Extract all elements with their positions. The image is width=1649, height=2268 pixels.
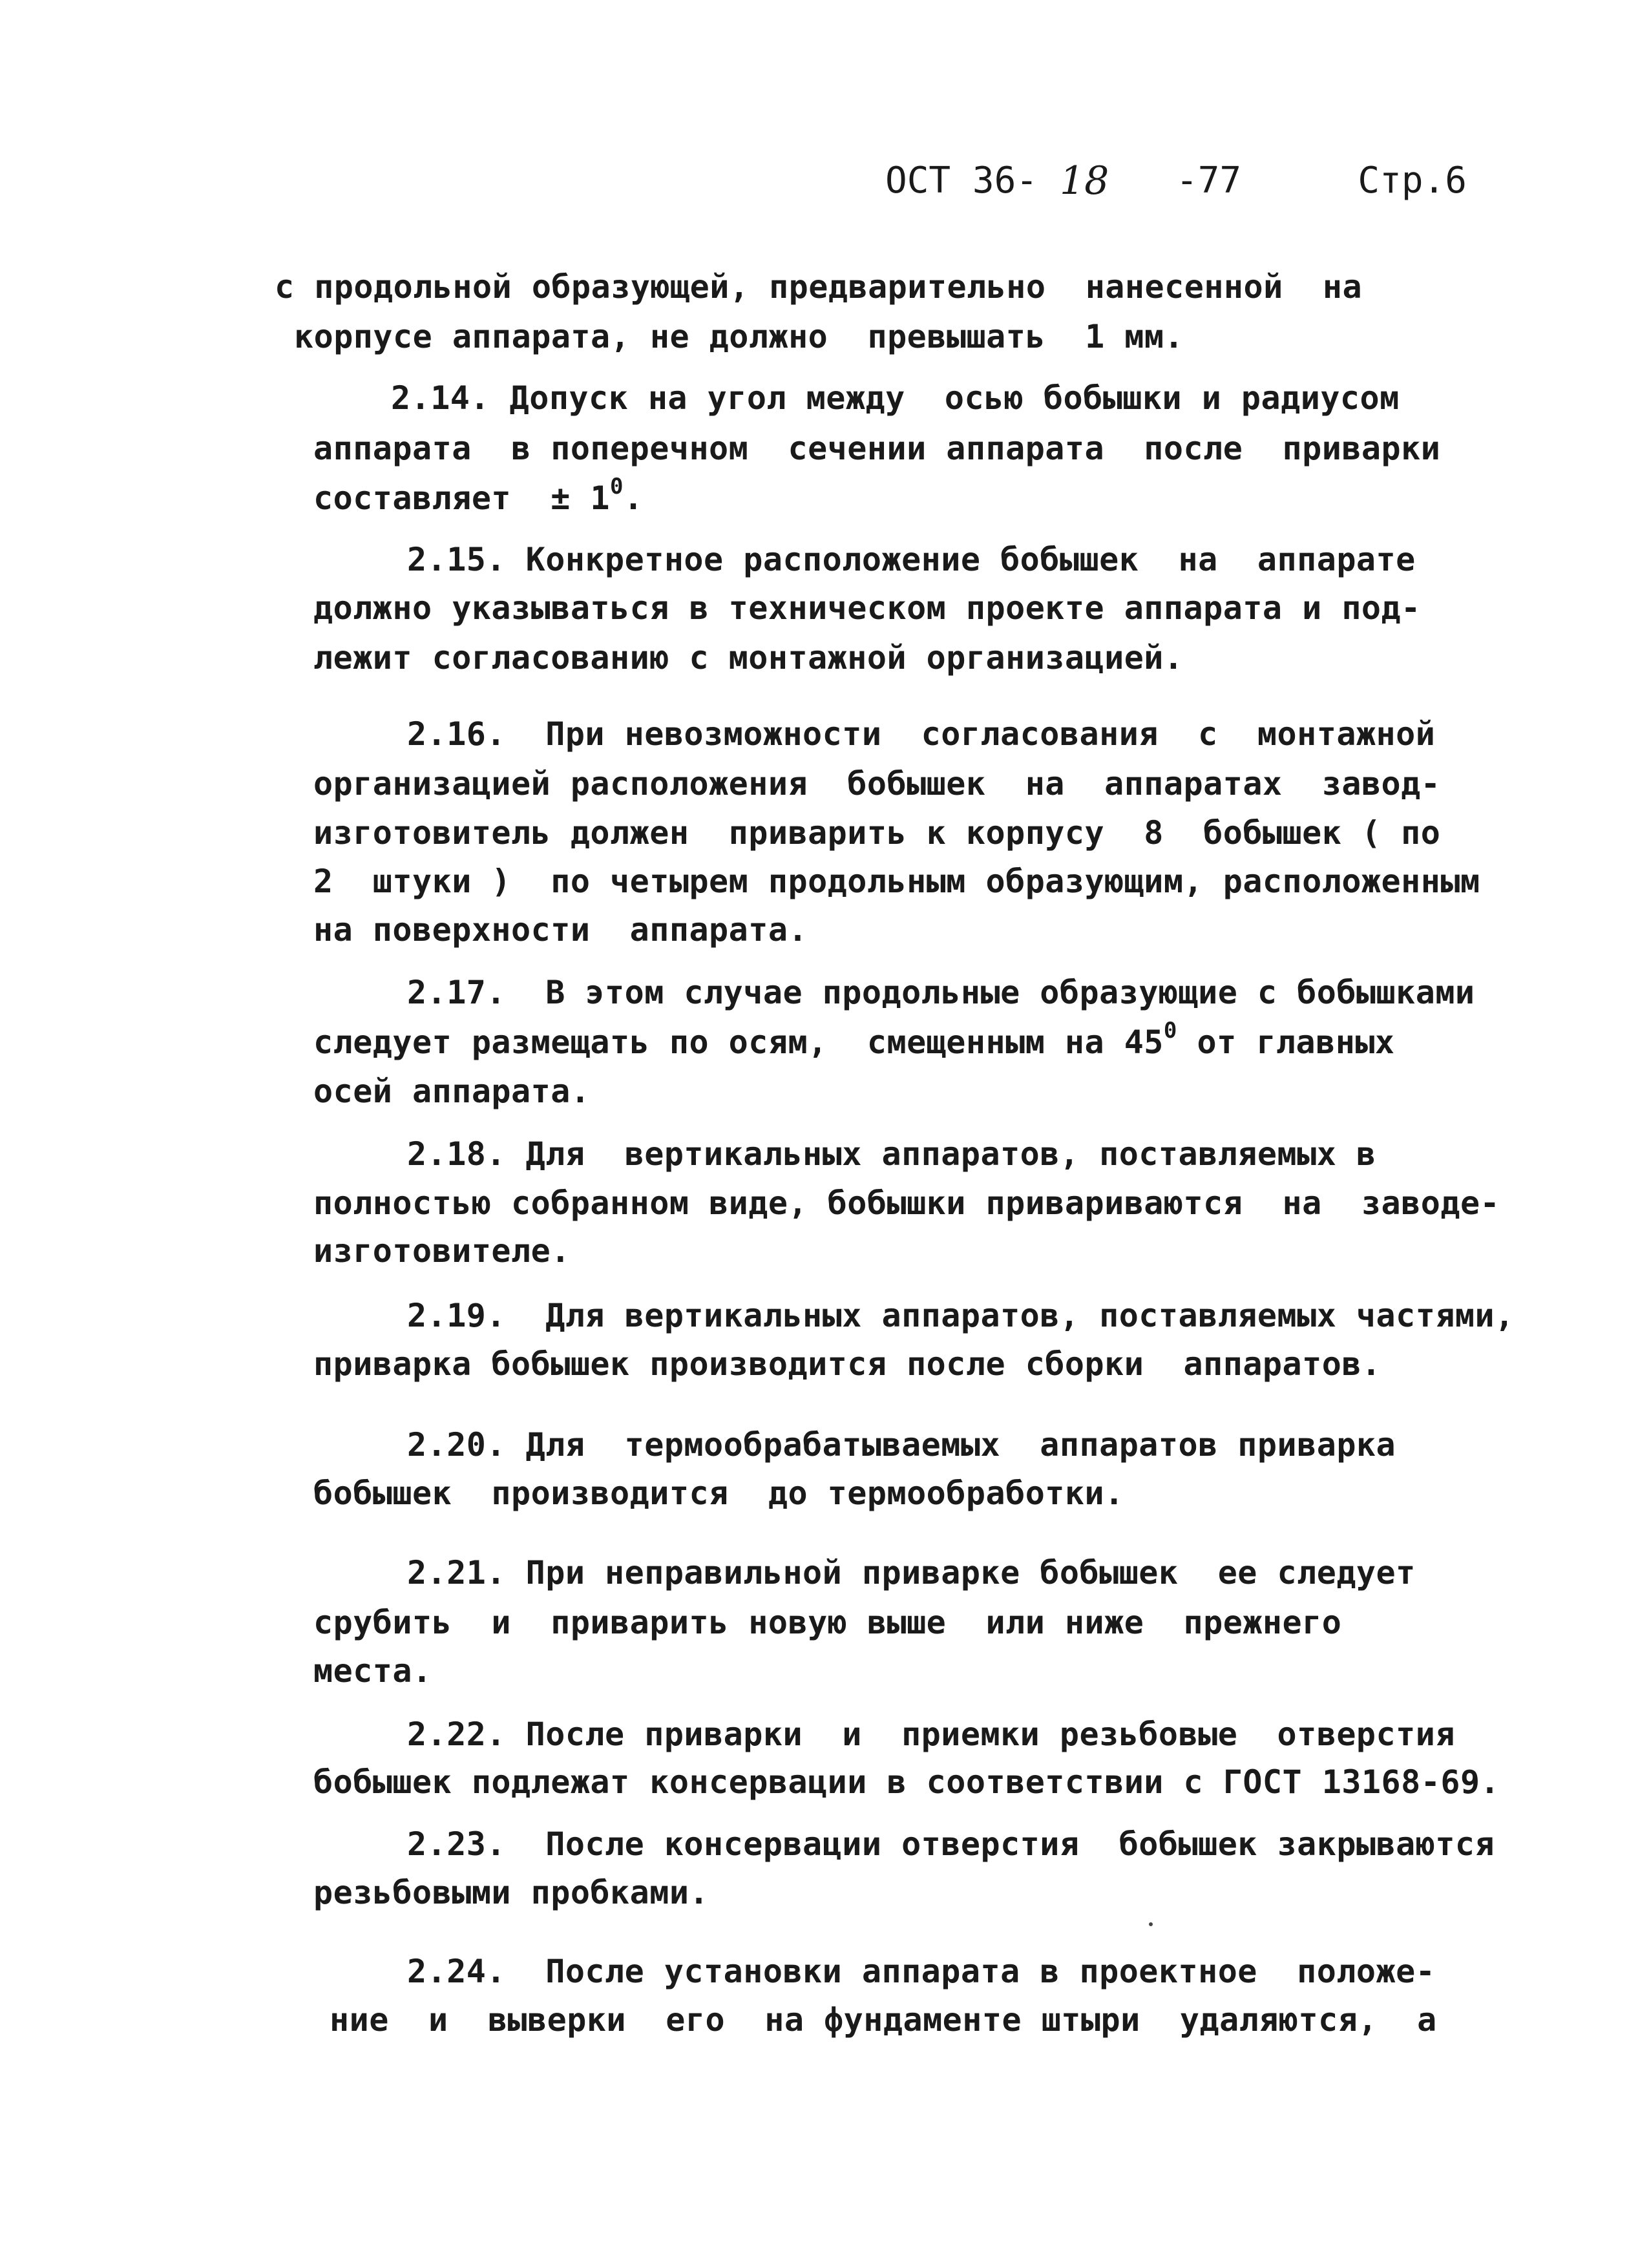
text-line: корпусе аппарата, не должно превышать 1 мм. — [294, 318, 1184, 355]
text-line: 2 штуки ) по четырем продольным образующим, расположенным — [313, 863, 1480, 900]
page-number: Стр.6 — [1358, 160, 1467, 202]
text-fragment: от главных — [1177, 1024, 1395, 1061]
text-line: лежит согласованию с монтажной организацией. — [313, 639, 1184, 677]
standard-code: ОСТ 36- — [885, 160, 1038, 202]
paragraph-2-23: 2.23. После консервации отверстия бобышек закрываются — [407, 1825, 1495, 1863]
paragraph-2-18: 2.18. Для вертикальных аппаратов, поставляемых в — [407, 1135, 1376, 1173]
text-line: ние и выверки его на фундаменте штыри удаляются, а — [330, 2001, 1437, 2039]
text-line: бобышек подлежат консервации в соответствии с ГОСТ 13168-69. — [313, 1763, 1500, 1801]
text-line: с продольной образующей, предварительно нанесенной на — [275, 268, 1363, 306]
superscript: 0 — [610, 474, 624, 499]
page-header — [885, 155, 1493, 207]
text-line: аппарата в поперечном сечении аппарата после приварки — [313, 430, 1441, 467]
text-fragment: . — [624, 479, 644, 517]
text-line: полностью собранном виде, бобышки привариваются на заводе- — [313, 1184, 1500, 1222]
text-fragment: следует размещать по осям, смещенным на 45 — [313, 1024, 1164, 1061]
paragraph-2-20: 2.20. Для термообрабатываемых аппаратов приварка — [407, 1426, 1396, 1464]
text-line: места. — [313, 1652, 432, 1690]
text-line: на поверхности аппарата. — [313, 911, 808, 949]
text-line — [313, 475, 644, 521]
text-line — [313, 1019, 1395, 1066]
paragraph-2-24: 2.24. После установки аппарата в проектное положе- — [407, 1953, 1436, 1990]
paragraph-2-17: 2.17. В этом случае продольные образующие с бобышками — [407, 974, 1475, 1011]
superscript: 0 — [1163, 1018, 1177, 1044]
paragraph-2-15: 2.15. Конкретное расположение бобышек на аппарате — [407, 541, 1416, 578]
paragraph-2-14: 2.14. Допуск на угол между осью бобышки и радиусом — [391, 379, 1400, 417]
text-fragment: составляет ± 1 — [313, 479, 611, 517]
scan-speck — [1149, 1922, 1153, 1926]
text-line: осей аппарата. — [313, 1073, 591, 1110]
paragraph-2-22: 2.22. После приварки и приемки резьбовые отверстия — [407, 1716, 1455, 1753]
paragraph-2-19: 2.19. Для вертикальных аппаратов, поставляемых частями, — [407, 1297, 1515, 1334]
text-line: изготовителе. — [313, 1232, 571, 1270]
paragraph-2-16: 2.16. При невозможности согласования с монтажной — [407, 715, 1436, 753]
paragraph-2-21: 2.21. При неправильной приварке бобышек ее следует — [407, 1554, 1416, 1591]
text-line: срубить и приварить новую выше или ниже прежнего — [313, 1604, 1342, 1641]
standard-year: -77 — [1176, 160, 1242, 202]
text-line: изготовитель должен приварить к корпусу 8 бобышек ( по — [313, 814, 1441, 852]
text-line: резьбовыми пробками. — [313, 1874, 709, 1911]
text-line: приварка бобышек производится после сборки аппаратов. — [313, 1345, 1381, 1383]
standard-number: 18 — [1060, 158, 1109, 204]
text-line: должно указываться в техническом проекте аппарата и под- — [313, 589, 1421, 627]
text-line: организацией расположения бобышек на аппаратах завод- — [313, 765, 1441, 803]
text-line: бобышек производится до термообработки. — [313, 1475, 1124, 1512]
